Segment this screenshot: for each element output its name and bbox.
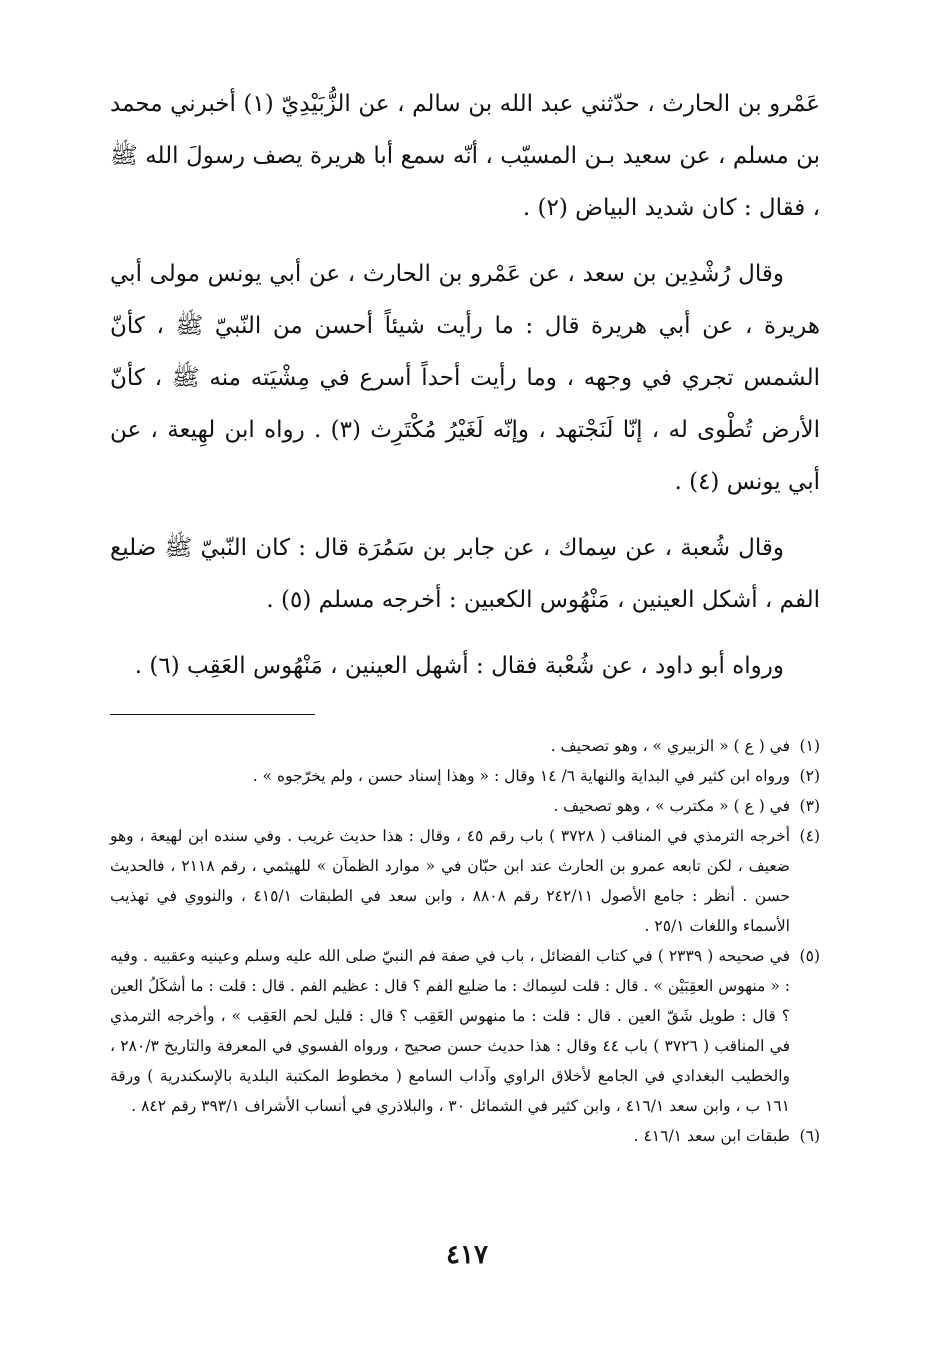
- footnote-3: [110, 791, 820, 821]
- page-number: ٤١٧: [446, 1240, 488, 1270]
- footnote-number: (١): [799, 737, 820, 755]
- footnote-1: [110, 731, 820, 761]
- footnote-text: في صحيحه ( ٢٣٣٩ ) في كتاب الفضائل ، باب في صفة فم النبيّ صلى الله عليه وسلم وعينيه وعقبيه . وفيه : « منهوس العقِبَيْن » . قال : قلت لسِماك : ما ضليع الفم ؟ قال : عظيم الفم . قال : قلت : ما أشكَلُ العين ؟ قال : طويل شَقّ العين . قال : قلت : ما منهوس العَقِب ؟ قال : قليل لحم العَقِب » ، وأخرجه الترمذي في المناقب ( ٣٧٢٦ ) باب ٤٤ وقال : هذا حديث حسن صحيح ، ورواه الفسوي في المعرفة والتاريخ ٢٨٠/٣ ، والخطيب البغدادي في الجامع لأخلاق الراوي وآداب السامع ( مخطوط المكتبة البلدية بالإسكندرية ) ورقة ١٦١ ب ، وابن سعد ٤١٦/١ ، وابن كثير في الشمائل ٣٠ ، والبلاذري في أنساب الأشراف ٣٩٣/١ رقم ٨٤٢ .: [110, 947, 790, 1115]
- footnote-4: [110, 821, 820, 941]
- paragraph-2: وقال رُشْدِين بن سعد ، عن عَمْرو بن الحارث ، عن أبي يونس مولى أبي هريرة ، عن أبي هريرة قال : ما رأيت شيئاً أحسن من النّبيّ ﷺ ، كأنّ الشمس تجري في وجهه ، وما رأيت أحداً أسرع في مِشْيَته منه ﷺ ، كأنّ الأرض تُطْوى له ، إنّا لَنَجْتهد ، وإنّه لَغَيْرُ مُكْتَرِث (٣) . رواه ابن لهِيعة ، عن أبي يونس (٤) .: [110, 261, 820, 495]
- footnote-number: (٦): [799, 1127, 820, 1145]
- paragraph-4: ورواه أبو داود ، عن شُعْبة فقال : أشهل العينين ، مَنْهُوس العَقِب (٦) .: [134, 653, 784, 679]
- footnote-text: ورواه ابن كثير في البداية والنهاية ٦/ ١٤ وقال : « وهذا إسناد حسن ، ولم يخرّجوه » .: [252, 767, 790, 785]
- footnote-6: [110, 1121, 820, 1151]
- footnote-text: طبقات ابن سعد ٤١٦/١ .: [633, 1127, 790, 1145]
- footnote-number: (٢): [799, 767, 820, 785]
- footnote-number: (٥): [799, 947, 820, 965]
- footnote-2: [110, 761, 820, 791]
- page-content: [110, 78, 820, 1151]
- main-text: [110, 78, 820, 692]
- paragraph-3: وقال شُعبة ، عن سِماك ، عن جابر بن سَمُرَة قال : كان النّبيّ ﷺ ضليع الفم ، أشكل العينين ، مَنْهُوس الكعبين : أخرجه مسلم (٥) .: [110, 535, 820, 613]
- footnotes: [110, 731, 820, 1151]
- paragraph-1: عَمْرو بن الحارث ، حدّثني عبد الله بن سالم ، عن الزُّبَيْدِيّ (١) أخبرني محمد بن مسلم ، عن سعيد بـن المسيّب ، أنّه سمع أبا هريرة يصف رسولَ الله ﷺ ، فقال : كان شديد البياض (٢) .: [110, 91, 820, 221]
- footnote-number: (٣): [799, 797, 820, 815]
- footnote-5: [110, 941, 820, 1121]
- footnote-text: في ( ع ) « الزبيري » ، وهو تصحيف .: [550, 737, 790, 755]
- footnote-separator: [110, 714, 315, 715]
- footnote-text: أخرجه الترمذي في المناقب ( ٣٧٢٨ ) باب رقم ٤٥ ، وقال : هذا حديث غريب . وفي سنده ابن لهيعة ، وهو ضعيف ، لكن تابعه عمرو بن الحارث عند ابن حبّان في « موارد الظمآن » للهيثمي ، رقم ٢١١٨ ، فالحديث حسن . أنظر : جامع الأصول ٢٤٢/١١ رقم ٨٨٠٨ ، وابن سعد في الطبقات ٤١٥/١ ، والنووي في تهذيب الأسماء واللغات ٢٥/١ .: [110, 827, 791, 935]
- footnote-text: في ( ع ) « مكترب » ، وهو تصحيف .: [553, 797, 790, 815]
- footnote-number: (٤): [799, 827, 820, 845]
